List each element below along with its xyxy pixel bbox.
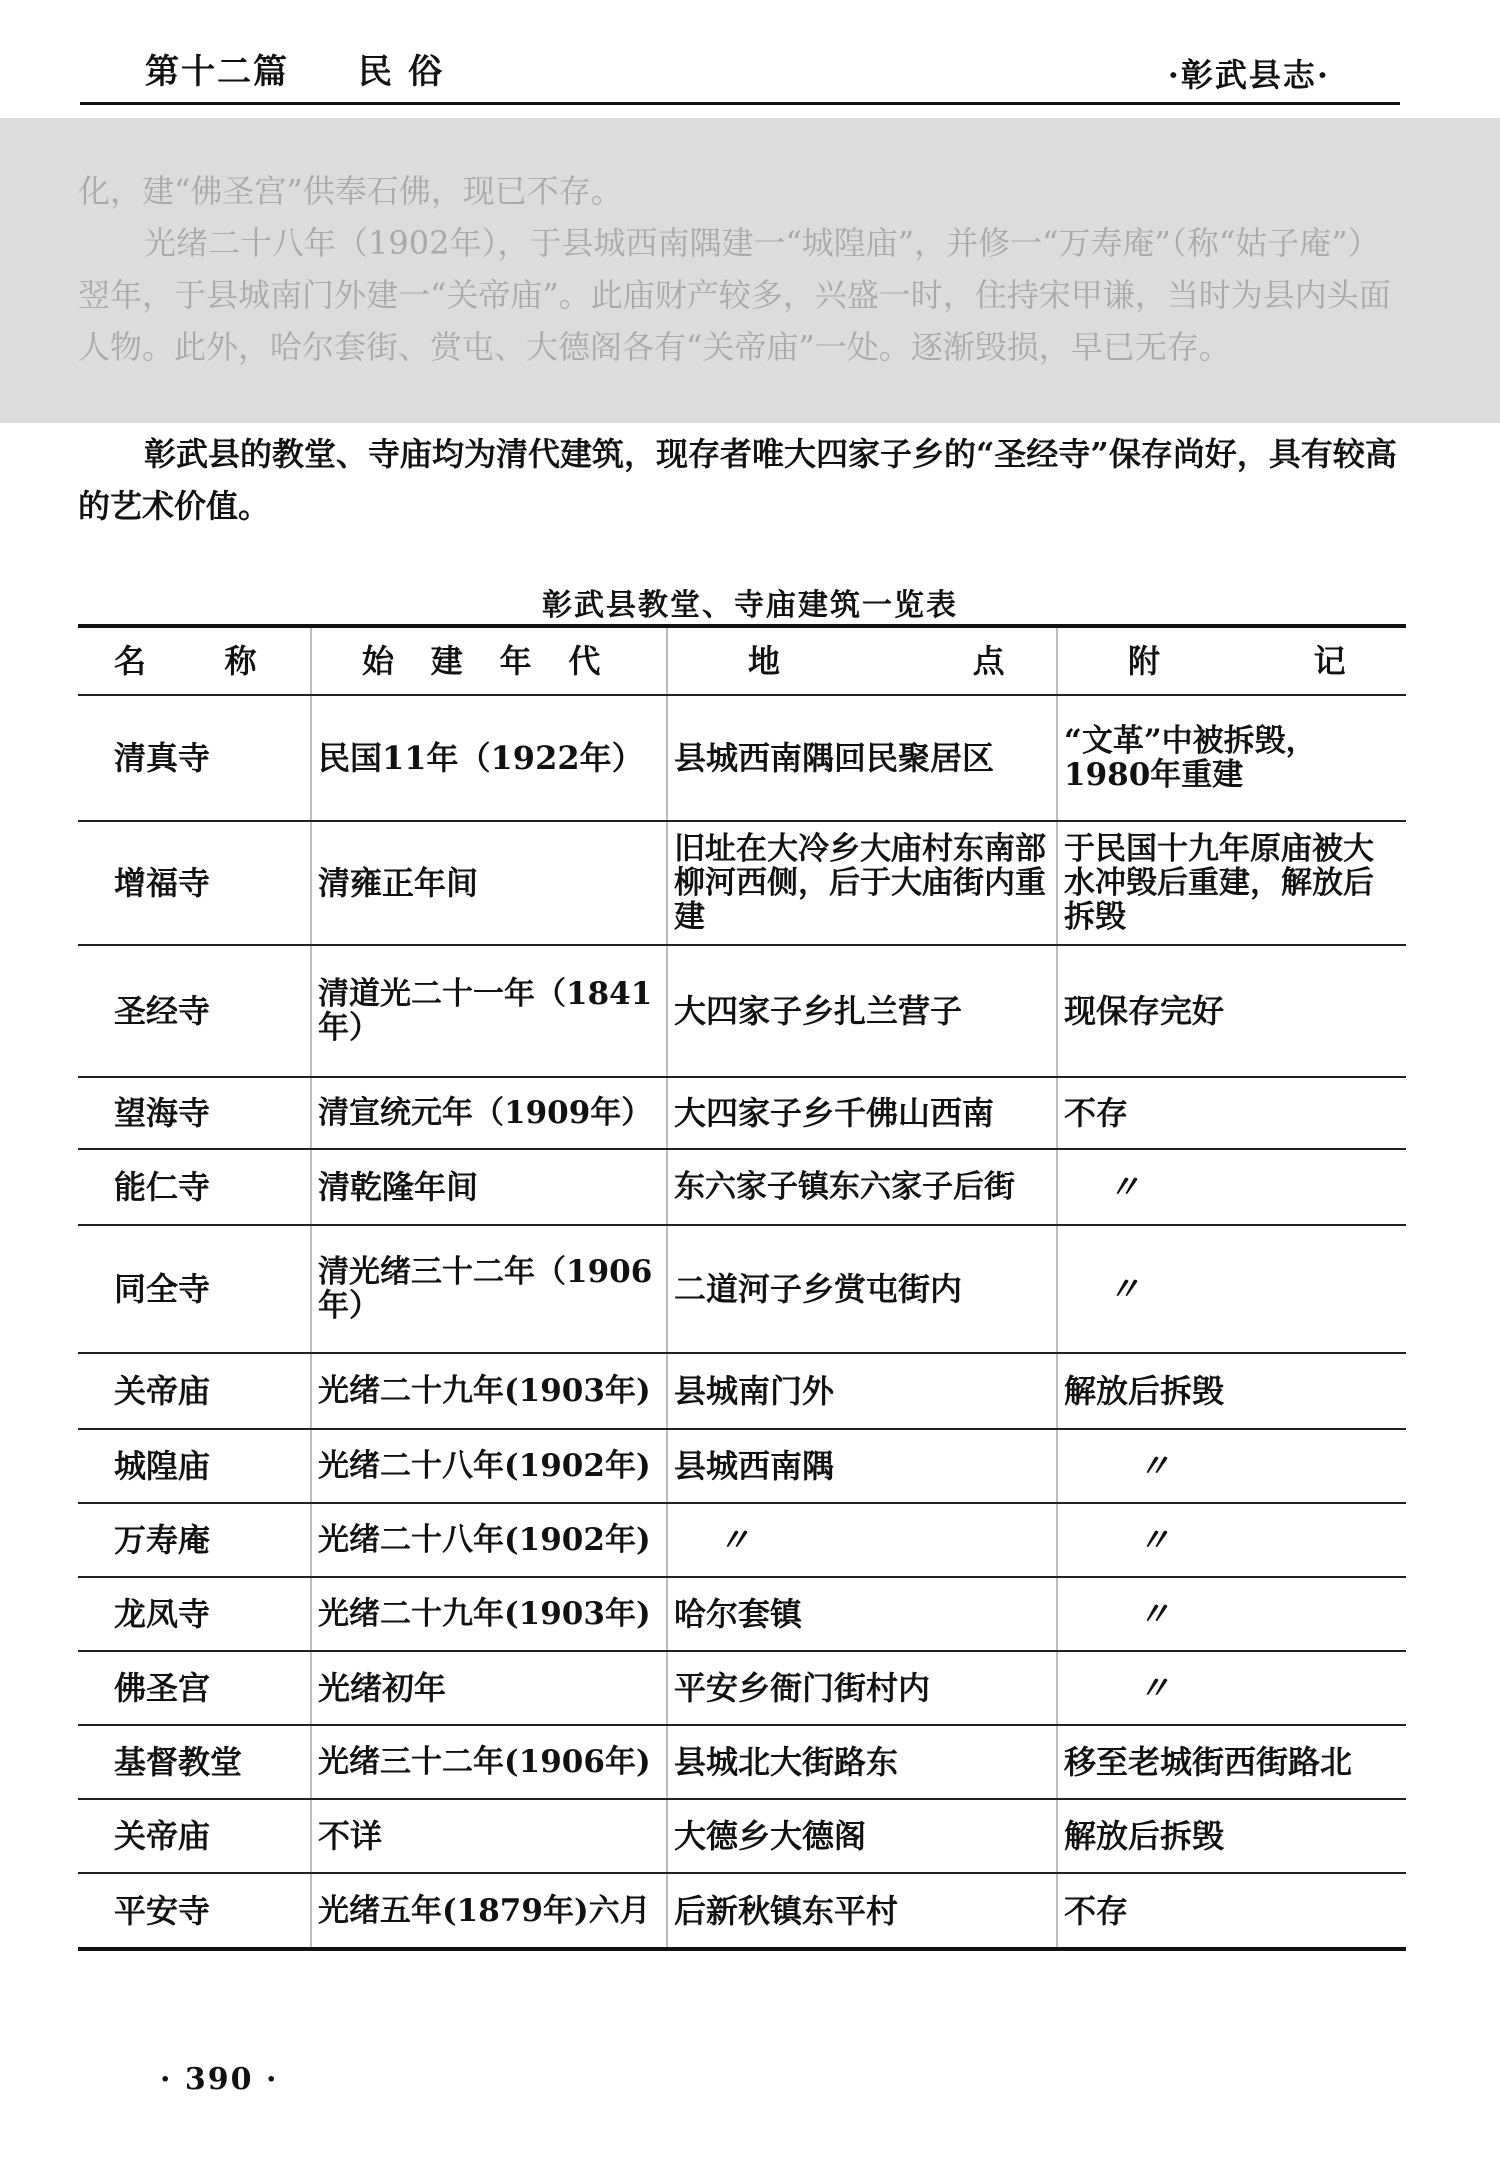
table-row <box>78 1353 1406 1429</box>
cell-name: 佛圣宫 <box>78 1651 311 1725</box>
cell-year: 不详 <box>311 1799 667 1873</box>
header-note <box>1057 626 1406 695</box>
cell-place: 平安乡衙门街村内 <box>667 1651 1057 1725</box>
table-row <box>78 1577 1406 1651</box>
header-name-char: 称 <box>224 642 257 680</box>
cell-year: 清乾隆年间 <box>311 1149 667 1225</box>
header-place-char: 地 <box>748 642 781 680</box>
faded-text <box>78 165 1408 373</box>
cell-note: 解放后拆毁 <box>1057 1353 1406 1429</box>
cell-name: 平安寺 <box>78 1873 311 1949</box>
table-row <box>78 1651 1406 1725</box>
cell-note: 于民国十九年原庙被大水冲毁后重建，解放后拆毁 <box>1057 821 1406 945</box>
cell-place: 县城西南隅 <box>667 1429 1057 1503</box>
cell-place: 旧址在大冷乡大庙村东南部柳河西侧，后于大庙街内重建 <box>667 821 1057 945</box>
cell-name: 基督教堂 <box>78 1725 311 1799</box>
cell-note: 不存 <box>1057 1873 1406 1949</box>
page-number: · 390 · <box>160 2062 279 2097</box>
cell-name: 城隍庙 <box>78 1429 311 1503</box>
cell-year: 光绪五年(1879年)六月 <box>311 1873 667 1949</box>
cell-year: 清宣统元年（1909年） <box>311 1077 667 1149</box>
cell-note: “文革”中被拆毁，1980年重建 <box>1057 695 1406 821</box>
cell-year: 光绪二十八年(1902年) <box>311 1503 667 1577</box>
cell-name: 关帝庙 <box>78 1353 311 1429</box>
body-paragraph <box>78 428 1408 532</box>
cell-place: 大四家子乡扎兰营子 <box>667 945 1057 1077</box>
cell-name: 能仁寺 <box>78 1149 311 1225</box>
cell-name: 同全寺 <box>78 1225 311 1353</box>
cell-year: 光绪二十九年(1903年) <box>311 1577 667 1651</box>
header-name-char: 名 <box>114 642 147 680</box>
cell-note: 〃 <box>1057 1225 1406 1353</box>
cell-note: 〃 <box>1057 1577 1406 1651</box>
table-row <box>78 1873 1406 1949</box>
table-row <box>78 1429 1406 1503</box>
table-row <box>78 1503 1406 1577</box>
cell-year: 清光绪三十二年（1906年） <box>311 1225 667 1353</box>
cell-year: 光绪初年 <box>311 1651 667 1725</box>
table-row <box>78 821 1406 945</box>
cell-note: 〃 <box>1057 1503 1406 1577</box>
header-place <box>667 626 1057 695</box>
faded-paragraph-2: 光绪二十八年（1902年），于县城西南隅建一“城隍庙”，并修一“万寿庵”（称“姑子庵”）翌年，于县城南门外建一“关帝庙”。此庙财产较多，兴盛一时，住持宋甲谦，当时为县内头面人物。此外，哈尔套街、赏屯、大德阁各有“关帝庙”一处。逐渐毁损，早已无存。 <box>78 224 1391 366</box>
cell-place: 哈尔套镇 <box>667 1577 1057 1651</box>
header-year-char: 建 <box>430 642 463 680</box>
cell-place: 大四家子乡千佛山西南 <box>667 1077 1057 1149</box>
table-row <box>78 1225 1406 1353</box>
cell-note: 〃 <box>1057 1651 1406 1725</box>
cell-place: 〃 <box>667 1503 1057 1577</box>
cell-year: 清道光二十一年（1841年） <box>311 945 667 1077</box>
cell-place: 县城南门外 <box>667 1353 1057 1429</box>
cell-place: 县城西南隅回民聚居区 <box>667 695 1057 821</box>
table-header-row <box>78 626 1406 695</box>
cell-place: 东六家子镇东六家子后街 <box>667 1149 1057 1225</box>
table-row <box>78 1725 1406 1799</box>
cell-name: 清真寺 <box>78 695 311 821</box>
header-note-char: 记 <box>1313 642 1346 680</box>
section-label: 民俗 <box>358 52 458 92</box>
cell-year: 民国11年（1922年） <box>311 695 667 821</box>
cell-note: 不存 <box>1057 1077 1406 1149</box>
header-year-char: 代 <box>568 642 601 680</box>
table-row <box>78 1149 1406 1225</box>
cell-year: 清雍正年间 <box>311 821 667 945</box>
cell-year: 光绪二十八年(1902年) <box>311 1429 667 1503</box>
header-year <box>311 626 667 695</box>
cell-note: 解放后拆毁 <box>1057 1799 1406 1873</box>
chapter-label: 第十二篇 <box>145 52 289 92</box>
cell-name: 龙凤寺 <box>78 1577 311 1651</box>
cell-place: 大德乡大德阁 <box>667 1799 1057 1873</box>
cell-note: 现保存完好 <box>1057 945 1406 1077</box>
body-paragraph-text: 彰武县的教堂、寺庙均为清代建筑，现存者唯大四家子乡的“圣经寺”保存尚好，具有较高的艺术价值。 <box>78 435 1397 525</box>
cell-name: 圣经寺 <box>78 945 311 1077</box>
header-rule <box>80 102 1400 105</box>
cell-place: 后新秋镇东平村 <box>667 1873 1057 1949</box>
table-title: 彰武县教堂、寺庙建筑一览表 <box>542 588 958 623</box>
book-title: ·彰武县志· <box>1167 56 1330 94</box>
cell-year: 光绪三十二年(1906年) <box>311 1725 667 1799</box>
header-year-char: 年 <box>499 642 532 680</box>
cell-place: 二道河子乡赏屯街内 <box>667 1225 1057 1353</box>
cell-note: 〃 <box>1057 1149 1406 1225</box>
faded-line-1: 化，建“佛圣宫”供奉石佛，现已不存。 <box>78 172 623 210</box>
cell-name: 关帝庙 <box>78 1799 311 1873</box>
cell-note: 移至老城街西街路北 <box>1057 1725 1406 1799</box>
cell-name: 增福寺 <box>78 821 311 945</box>
cell-note: 〃 <box>1057 1429 1406 1503</box>
temples-table <box>78 624 1406 1951</box>
table-row <box>78 1799 1406 1873</box>
cell-name: 万寿庵 <box>78 1503 311 1577</box>
header-year-char: 始 <box>362 642 395 680</box>
table-row <box>78 945 1406 1077</box>
header-note-char: 附 <box>1128 642 1161 680</box>
header-place-char: 点 <box>972 642 1005 680</box>
cell-place: 县城北大街路东 <box>667 1725 1057 1799</box>
table-row <box>78 695 1406 821</box>
cell-year: 光绪二十九年(1903年) <box>311 1353 667 1429</box>
table-row <box>78 1077 1406 1149</box>
header-name <box>78 626 311 695</box>
cell-name: 望海寺 <box>78 1077 311 1149</box>
